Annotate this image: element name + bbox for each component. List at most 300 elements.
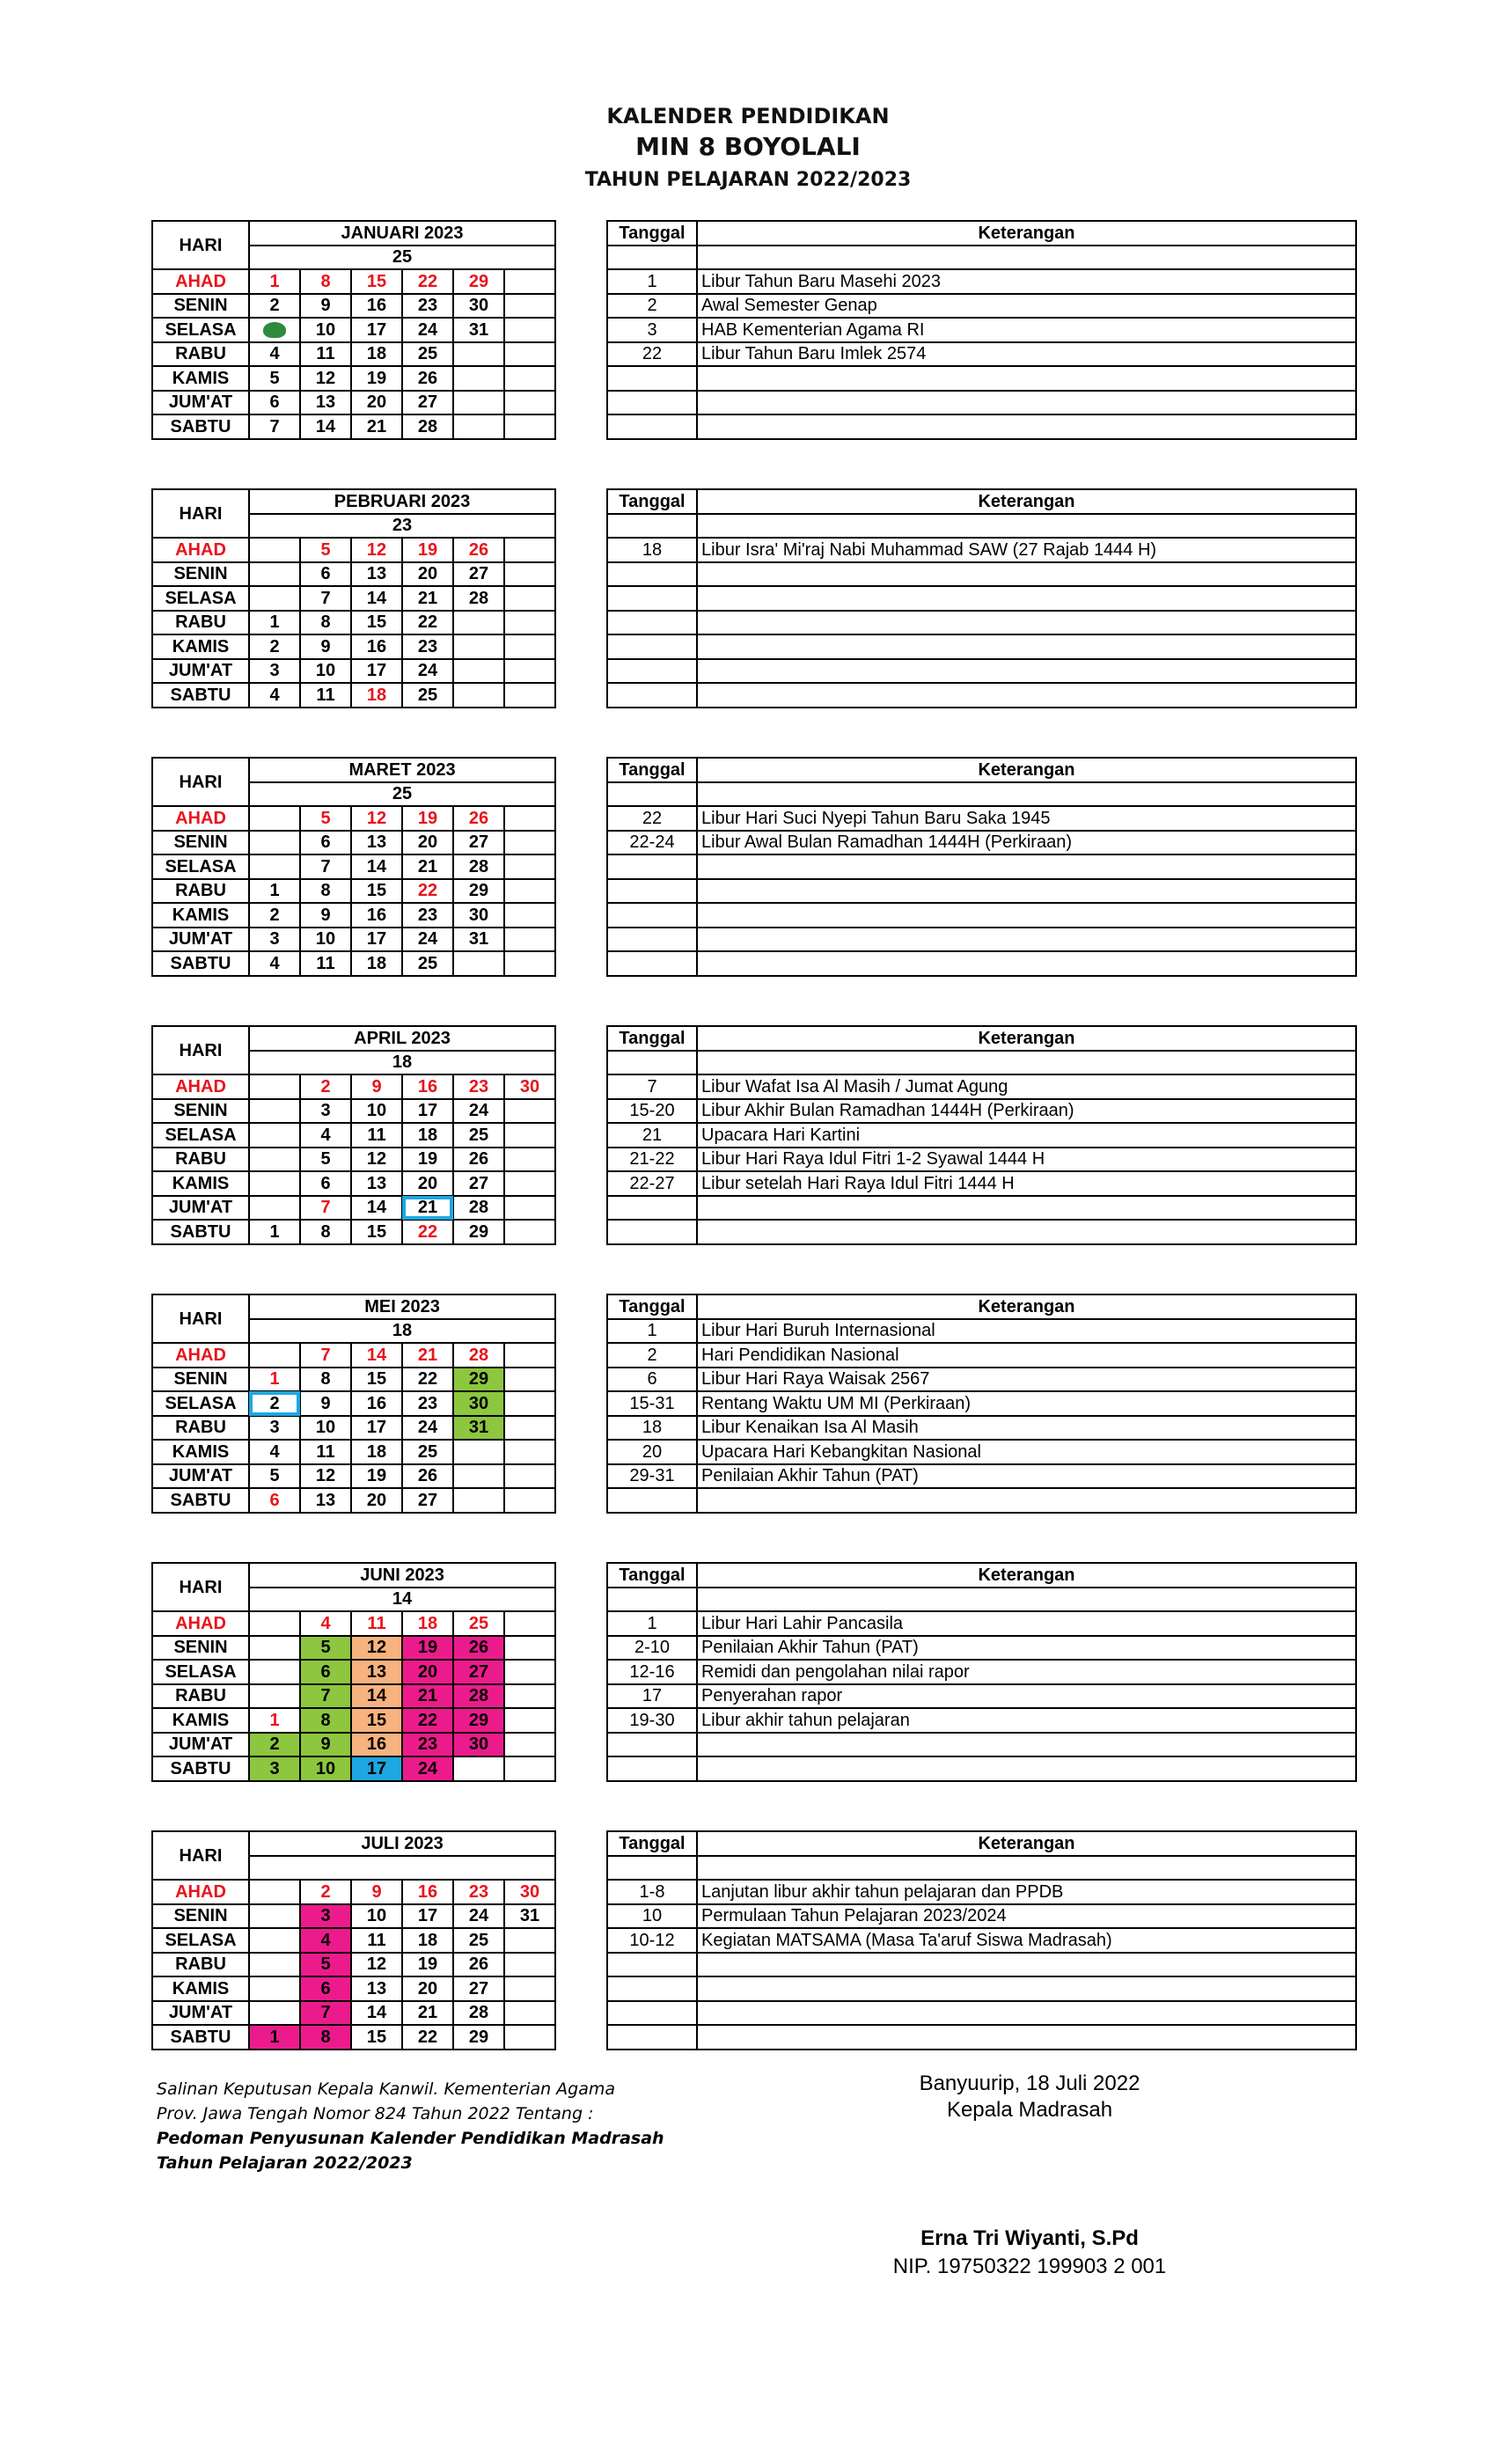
note-text: HAB Kementerian Agama RI: [697, 318, 1356, 342]
note-text: Libur Hari Lahir Pancasila: [697, 1611, 1356, 1636]
note-date: 1: [607, 1319, 697, 1344]
date-cell: 1: [249, 1708, 300, 1733]
note-date: 1-8: [607, 1880, 697, 1904]
keterangan-header: Keterangan: [697, 1294, 1356, 1319]
table-row: [607, 2001, 1356, 2026]
date-cell: [249, 1880, 300, 1904]
date-cell: [504, 1440, 555, 1464]
date-cell: 23: [402, 903, 453, 928]
date-cell: 13: [300, 1488, 351, 1513]
note-date: 21: [607, 1123, 697, 1148]
day-name: AHAD: [152, 269, 249, 294]
date-cell: 30: [453, 903, 504, 928]
date-cell: [504, 806, 555, 831]
signature-name: Erna Tri Wiyanti, S.Pd: [920, 2226, 1139, 2250]
calendar-table: [151, 1294, 556, 1514]
date-cell: 5: [300, 1636, 351, 1661]
table-row: [607, 951, 1356, 976]
date-cell: [504, 562, 555, 587]
date-cell: [504, 538, 555, 562]
date-cell: [504, 1368, 555, 1392]
date-cell: [453, 391, 504, 415]
date-cell: 4: [300, 1611, 351, 1636]
date-cell: [249, 2001, 300, 2026]
date-cell: 28: [453, 586, 504, 611]
note-date: 2: [607, 1343, 697, 1368]
date-cell: 8: [300, 879, 351, 904]
date-cell: 9: [351, 1074, 402, 1099]
date-cell: 1: [249, 269, 300, 294]
table-row: [607, 854, 1356, 879]
note-text: Libur Kenaikan Isa Al Masih: [697, 1416, 1356, 1441]
note-date: [607, 2001, 697, 2026]
table-row: [607, 1051, 1356, 1075]
note-text: [697, 1196, 1356, 1221]
table-row: [607, 1391, 1356, 1416]
date-cell: 6: [249, 1488, 300, 1513]
date-cell: 3: [300, 1904, 351, 1929]
date-cell: 18: [351, 1440, 402, 1464]
date-cell: [504, 1708, 555, 1733]
date-cell: [249, 1099, 300, 1124]
date-cell: 25: [402, 683, 453, 708]
table-row: [607, 683, 1356, 708]
date-cell: 11: [351, 1123, 402, 1148]
note-date: [607, 903, 697, 928]
note-text: [697, 928, 1356, 952]
note-date: 10: [607, 1904, 697, 1929]
date-cell: 20: [351, 391, 402, 415]
day-name: RABU: [152, 1684, 249, 1709]
note-text: [697, 414, 1356, 439]
hari-header: HARI: [152, 221, 249, 269]
note-date: 19-30: [607, 1708, 697, 1733]
hari-header: HARI: [152, 1831, 249, 1880]
note-text: [697, 391, 1356, 415]
date-cell: [453, 1488, 504, 1513]
date-cell: 12: [351, 538, 402, 562]
table-row: [607, 1099, 1356, 1124]
date-cell: 14: [351, 586, 402, 611]
day-name: SENIN: [152, 831, 249, 855]
date-cell: 29: [453, 269, 504, 294]
day-name: JUM'AT: [152, 928, 249, 952]
date-cell: [504, 659, 555, 684]
note-text: [697, 246, 1356, 270]
note-date: [607, 586, 697, 611]
note-date: 10-12: [607, 1928, 697, 1953]
date-cell: [504, 1123, 555, 1148]
effective-days: 23: [249, 514, 555, 539]
date-cell: 21: [402, 1196, 453, 1221]
date-cell: 6: [249, 391, 300, 415]
date-cell: [504, 391, 555, 415]
day-name: RABU: [152, 1148, 249, 1172]
table-row: [607, 391, 1356, 415]
date-cell: 8: [300, 1220, 351, 1244]
date-cell: 29: [453, 1368, 504, 1392]
note-text: [697, 1756, 1356, 1781]
date-cell: 17: [351, 1756, 402, 1781]
table-row: [607, 1636, 1356, 1661]
date-cell: [249, 831, 300, 855]
day-name: SELASA: [152, 1123, 249, 1148]
note-date: [607, 1733, 697, 1757]
date-cell: [504, 1464, 555, 1489]
date-cell: 16: [402, 1880, 453, 1904]
note-text: Libur Hari Suci Nyepi Tahun Baru Saka 1945: [697, 806, 1356, 831]
day-name: KAMIS: [152, 366, 249, 391]
day-name: SELASA: [152, 1391, 249, 1416]
table-row: [607, 1856, 1356, 1881]
note-date: 29-31: [607, 1464, 697, 1489]
note-date: 2: [607, 294, 697, 319]
note-text: Libur Tahun Baru Imlek 2574: [697, 342, 1356, 367]
date-cell: 26: [402, 366, 453, 391]
date-cell: 13: [351, 562, 402, 587]
day-name: SABTU: [152, 951, 249, 976]
date-cell: 25: [402, 342, 453, 367]
note-date: 20: [607, 1440, 697, 1464]
effective-days: 18: [249, 1051, 555, 1075]
note-text: Lanjutan libur akhir tahun pelajaran dan PPDB: [697, 1880, 1356, 1904]
note-text: Libur setelah Hari Raya Idul Fitri 1444 H: [697, 1171, 1356, 1196]
date-cell: 20: [402, 831, 453, 855]
date-cell: 29: [453, 1708, 504, 1733]
date-cell: [249, 1171, 300, 1196]
date-cell: 26: [453, 806, 504, 831]
date-cell: 22: [402, 1220, 453, 1244]
school-name: MIN 8 BOYOLALI: [635, 132, 861, 161]
table-row: [607, 1220, 1356, 1244]
date-cell: 14: [351, 2001, 402, 2026]
date-cell: [504, 928, 555, 952]
notes-table: [606, 220, 1357, 440]
date-cell: [504, 1488, 555, 1513]
date-cell: 24: [453, 1099, 504, 1124]
note-date: 1: [607, 1611, 697, 1636]
table-row: [607, 1074, 1356, 1099]
date-cell: [249, 1343, 300, 1368]
date-cell: 16: [402, 1074, 453, 1099]
date-cell: 20: [402, 1976, 453, 2001]
note-text: [697, 1856, 1356, 1881]
hari-header: HARI: [152, 1563, 249, 1611]
date-cell: 5: [300, 806, 351, 831]
date-cell: 21: [402, 1684, 453, 1709]
date-cell: 14: [351, 1196, 402, 1221]
date-cell: 14: [300, 414, 351, 439]
note-text: [697, 782, 1356, 807]
date-cell: [453, 1756, 504, 1781]
day-name: SELASA: [152, 1928, 249, 1953]
table-row: [607, 634, 1356, 659]
date-cell: 29: [453, 1220, 504, 1244]
date-cell: 5: [300, 538, 351, 562]
date-cell: 5: [249, 366, 300, 391]
date-cell: 10: [351, 1099, 402, 1124]
date-cell: [504, 1660, 555, 1684]
table-row: [607, 1368, 1356, 1392]
tanggal-header: Tanggal: [607, 221, 697, 246]
day-name: KAMIS: [152, 1708, 249, 1733]
date-cell: [504, 269, 555, 294]
date-cell: 7: [249, 414, 300, 439]
note-date: [607, 2025, 697, 2050]
hari-header: HARI: [152, 1026, 249, 1074]
day-name: AHAD: [152, 1880, 249, 1904]
date-cell: [249, 1148, 300, 1172]
date-cell: 6: [300, 1976, 351, 2001]
date-cell: [504, 1636, 555, 1661]
calendar-table: [151, 757, 556, 977]
date-cell: [249, 1074, 300, 1099]
date-cell: 23: [402, 634, 453, 659]
note-date: [607, 854, 697, 879]
tanggal-header: Tanggal: [607, 1831, 697, 1856]
date-cell: 24: [402, 928, 453, 952]
day-name: RABU: [152, 1953, 249, 1977]
day-name: SENIN: [152, 1099, 249, 1124]
note-date: [607, 951, 697, 976]
date-cell: [504, 342, 555, 367]
keterangan-header: Keterangan: [697, 489, 1356, 514]
date-cell: 15: [351, 1220, 402, 1244]
table-row: [607, 1464, 1356, 1489]
note-text: Libur Hari Raya Idul Fitri 1-2 Syawal 1444 H: [697, 1148, 1356, 1172]
note-text: Libur Akhir Bulan Ramadhan 1444H (Perkiraan): [697, 1099, 1356, 1124]
table-row: [607, 1928, 1356, 1953]
date-cell: 31: [453, 928, 504, 952]
table-row: [607, 1196, 1356, 1221]
table-row: [607, 1416, 1356, 1441]
calendar-table: [151, 220, 556, 440]
keterangan-header: Keterangan: [697, 1831, 1356, 1856]
note-date: 21-22: [607, 1148, 697, 1172]
notes-table: [606, 1830, 1357, 2050]
kemenag-logo-icon: [263, 322, 286, 338]
calendar-table: [151, 1025, 556, 1245]
note-text: [697, 1953, 1356, 1977]
date-cell: 26: [453, 538, 504, 562]
effective-days: 14: [249, 1588, 555, 1612]
day-name: RABU: [152, 1416, 249, 1441]
note-text: [697, 634, 1356, 659]
date-cell: 24: [402, 659, 453, 684]
date-cell: 27: [402, 1488, 453, 1513]
note-text: Libur Awal Bulan Ramadhan 1444H (Perkiraan): [697, 831, 1356, 855]
date-cell: [504, 683, 555, 708]
note-date: 17: [607, 1684, 697, 1709]
date-cell: 6: [300, 562, 351, 587]
note-text: [697, 854, 1356, 879]
tanggal-header: Tanggal: [607, 489, 697, 514]
table-row: [607, 562, 1356, 587]
date-cell: 11: [351, 1611, 402, 1636]
note-text: Kegiatan MATSAMA (Masa Ta'aruf Siswa Madrasah): [697, 1928, 1356, 1953]
note-text: Permulaan Tahun Pelajaran 2023/2024: [697, 1904, 1356, 1929]
note-date: [607, 414, 697, 439]
date-cell: 26: [402, 1464, 453, 1489]
keterangan-header: Keterangan: [697, 1026, 1356, 1051]
table-row: [607, 928, 1356, 952]
date-cell: 18: [402, 1611, 453, 1636]
date-cell: 15: [351, 269, 402, 294]
note-date: [607, 1856, 697, 1881]
date-cell: 19: [351, 1464, 402, 1489]
hari-header: HARI: [152, 758, 249, 806]
tanggal-header: Tanggal: [607, 1294, 697, 1319]
note-date: 2-10: [607, 1636, 697, 1661]
date-cell: 9: [300, 294, 351, 319]
date-cell: 4: [249, 342, 300, 367]
note-date: [607, 1976, 697, 2001]
day-name: SENIN: [152, 294, 249, 319]
date-cell: [504, 586, 555, 611]
date-cell: 20: [402, 1171, 453, 1196]
date-cell: 21: [402, 854, 453, 879]
note-text: Rentang Waktu UM MI (Perkiraan): [697, 1391, 1356, 1416]
date-cell: 12: [300, 366, 351, 391]
date-cell: 5: [300, 1148, 351, 1172]
date-cell: 22: [402, 1368, 453, 1392]
date-cell: 16: [351, 294, 402, 319]
note-date: [607, 1488, 697, 1513]
table-row: [607, 1880, 1356, 1904]
table-row: [607, 1148, 1356, 1172]
note-text: Penyerahan rapor: [697, 1684, 1356, 1709]
note-text: [697, 2025, 1356, 2050]
table-row: [607, 1488, 1356, 1513]
date-cell: 2: [249, 1733, 300, 1757]
date-cell: 17: [402, 1099, 453, 1124]
day-name: SELASA: [152, 854, 249, 879]
date-cell: 8: [300, 2025, 351, 2050]
date-cell: [504, 1953, 555, 1977]
table-row: [607, 246, 1356, 270]
date-cell: 7: [300, 1684, 351, 1709]
date-cell: 10: [351, 1904, 402, 1929]
month-name: APRIL 2023: [249, 1026, 555, 1051]
signature-nip: NIP. 19750322 199903 2 001: [892, 2255, 1167, 2278]
tanggal-header: Tanggal: [607, 1026, 697, 1051]
date-cell: [504, 634, 555, 659]
footer-ref-line1: Salinan Keputusan Kepala Kanwil. Kementerian Agama: [157, 2079, 616, 2099]
date-cell: [249, 1953, 300, 1977]
date-cell: [504, 318, 555, 342]
note-date: 15-20: [607, 1099, 697, 1124]
day-name: SABTU: [152, 2025, 249, 2050]
notes-table: [606, 757, 1357, 977]
date-cell: 9: [351, 1880, 402, 1904]
day-name: JUM'AT: [152, 1196, 249, 1221]
date-cell: 25: [402, 951, 453, 976]
date-cell: 18: [351, 951, 402, 976]
table-row: [607, 831, 1356, 855]
date-cell: 14: [351, 1684, 402, 1709]
date-cell: 9: [300, 634, 351, 659]
date-cell: [504, 903, 555, 928]
note-text: [697, 1488, 1356, 1513]
date-cell: 31: [453, 1416, 504, 1441]
day-name: AHAD: [152, 538, 249, 562]
date-cell: 16: [351, 634, 402, 659]
date-cell: 22: [402, 269, 453, 294]
table-row: [607, 514, 1356, 539]
date-cell: [504, 2001, 555, 2026]
date-cell: 24: [402, 1416, 453, 1441]
date-cell: [249, 1928, 300, 1953]
date-cell: 22: [402, 611, 453, 635]
month-name: JANUARI 2023: [249, 221, 555, 246]
note-date: 6: [607, 1368, 697, 1392]
note-date: 15-31: [607, 1391, 697, 1416]
date-cell: 28: [453, 2001, 504, 2026]
table-row: [607, 1343, 1356, 1368]
note-date: [607, 1756, 697, 1781]
date-cell: [504, 1756, 555, 1781]
date-cell: 15: [351, 879, 402, 904]
note-text: Upacara Hari Kartini: [697, 1123, 1356, 1148]
date-cell: 18: [402, 1928, 453, 1953]
table-row: [607, 1684, 1356, 1709]
date-cell: 27: [402, 391, 453, 415]
keterangan-header: Keterangan: [697, 758, 1356, 782]
date-cell: 15: [351, 1708, 402, 1733]
table-row: [607, 1588, 1356, 1612]
table-row: [607, 1123, 1356, 1148]
date-cell: [453, 414, 504, 439]
note-text: [697, 1588, 1356, 1612]
table-row: [607, 1904, 1356, 1929]
date-cell: [504, 1171, 555, 1196]
note-text: [697, 1051, 1356, 1075]
date-cell: 25: [453, 1123, 504, 1148]
date-cell: 11: [300, 951, 351, 976]
date-cell: 13: [351, 831, 402, 855]
date-cell: [249, 1196, 300, 1221]
table-row: [607, 659, 1356, 684]
date-cell: 7: [300, 854, 351, 879]
table-row: [607, 903, 1356, 928]
note-text: [697, 903, 1356, 928]
note-date: 22: [607, 806, 697, 831]
note-text: Awal Semester Genap: [697, 294, 1356, 319]
date-cell: [504, 611, 555, 635]
date-cell: 19: [402, 1636, 453, 1661]
date-cell: 1: [249, 1368, 300, 1392]
day-name: KAMIS: [152, 1171, 249, 1196]
table-row: [607, 782, 1356, 807]
date-cell: 9: [300, 1733, 351, 1757]
date-cell: 25: [453, 1928, 504, 1953]
day-name: JUM'AT: [152, 2001, 249, 2026]
date-cell: [504, 1611, 555, 1636]
academic-year: TAHUN PELAJARAN 2022/2023: [584, 169, 912, 191]
date-cell: 24: [453, 1904, 504, 1929]
day-name: AHAD: [152, 806, 249, 831]
date-cell: 30: [453, 1391, 504, 1416]
date-cell: 23: [453, 1074, 504, 1099]
signature-position: Kepala Madrasah: [946, 2098, 1113, 2122]
date-cell: 8: [300, 611, 351, 635]
day-name: SABTU: [152, 1488, 249, 1513]
date-cell: [504, 1416, 555, 1441]
date-cell: 20: [402, 1660, 453, 1684]
date-cell: [504, 2025, 555, 2050]
table-row: [607, 342, 1356, 367]
date-cell: [249, 1660, 300, 1684]
